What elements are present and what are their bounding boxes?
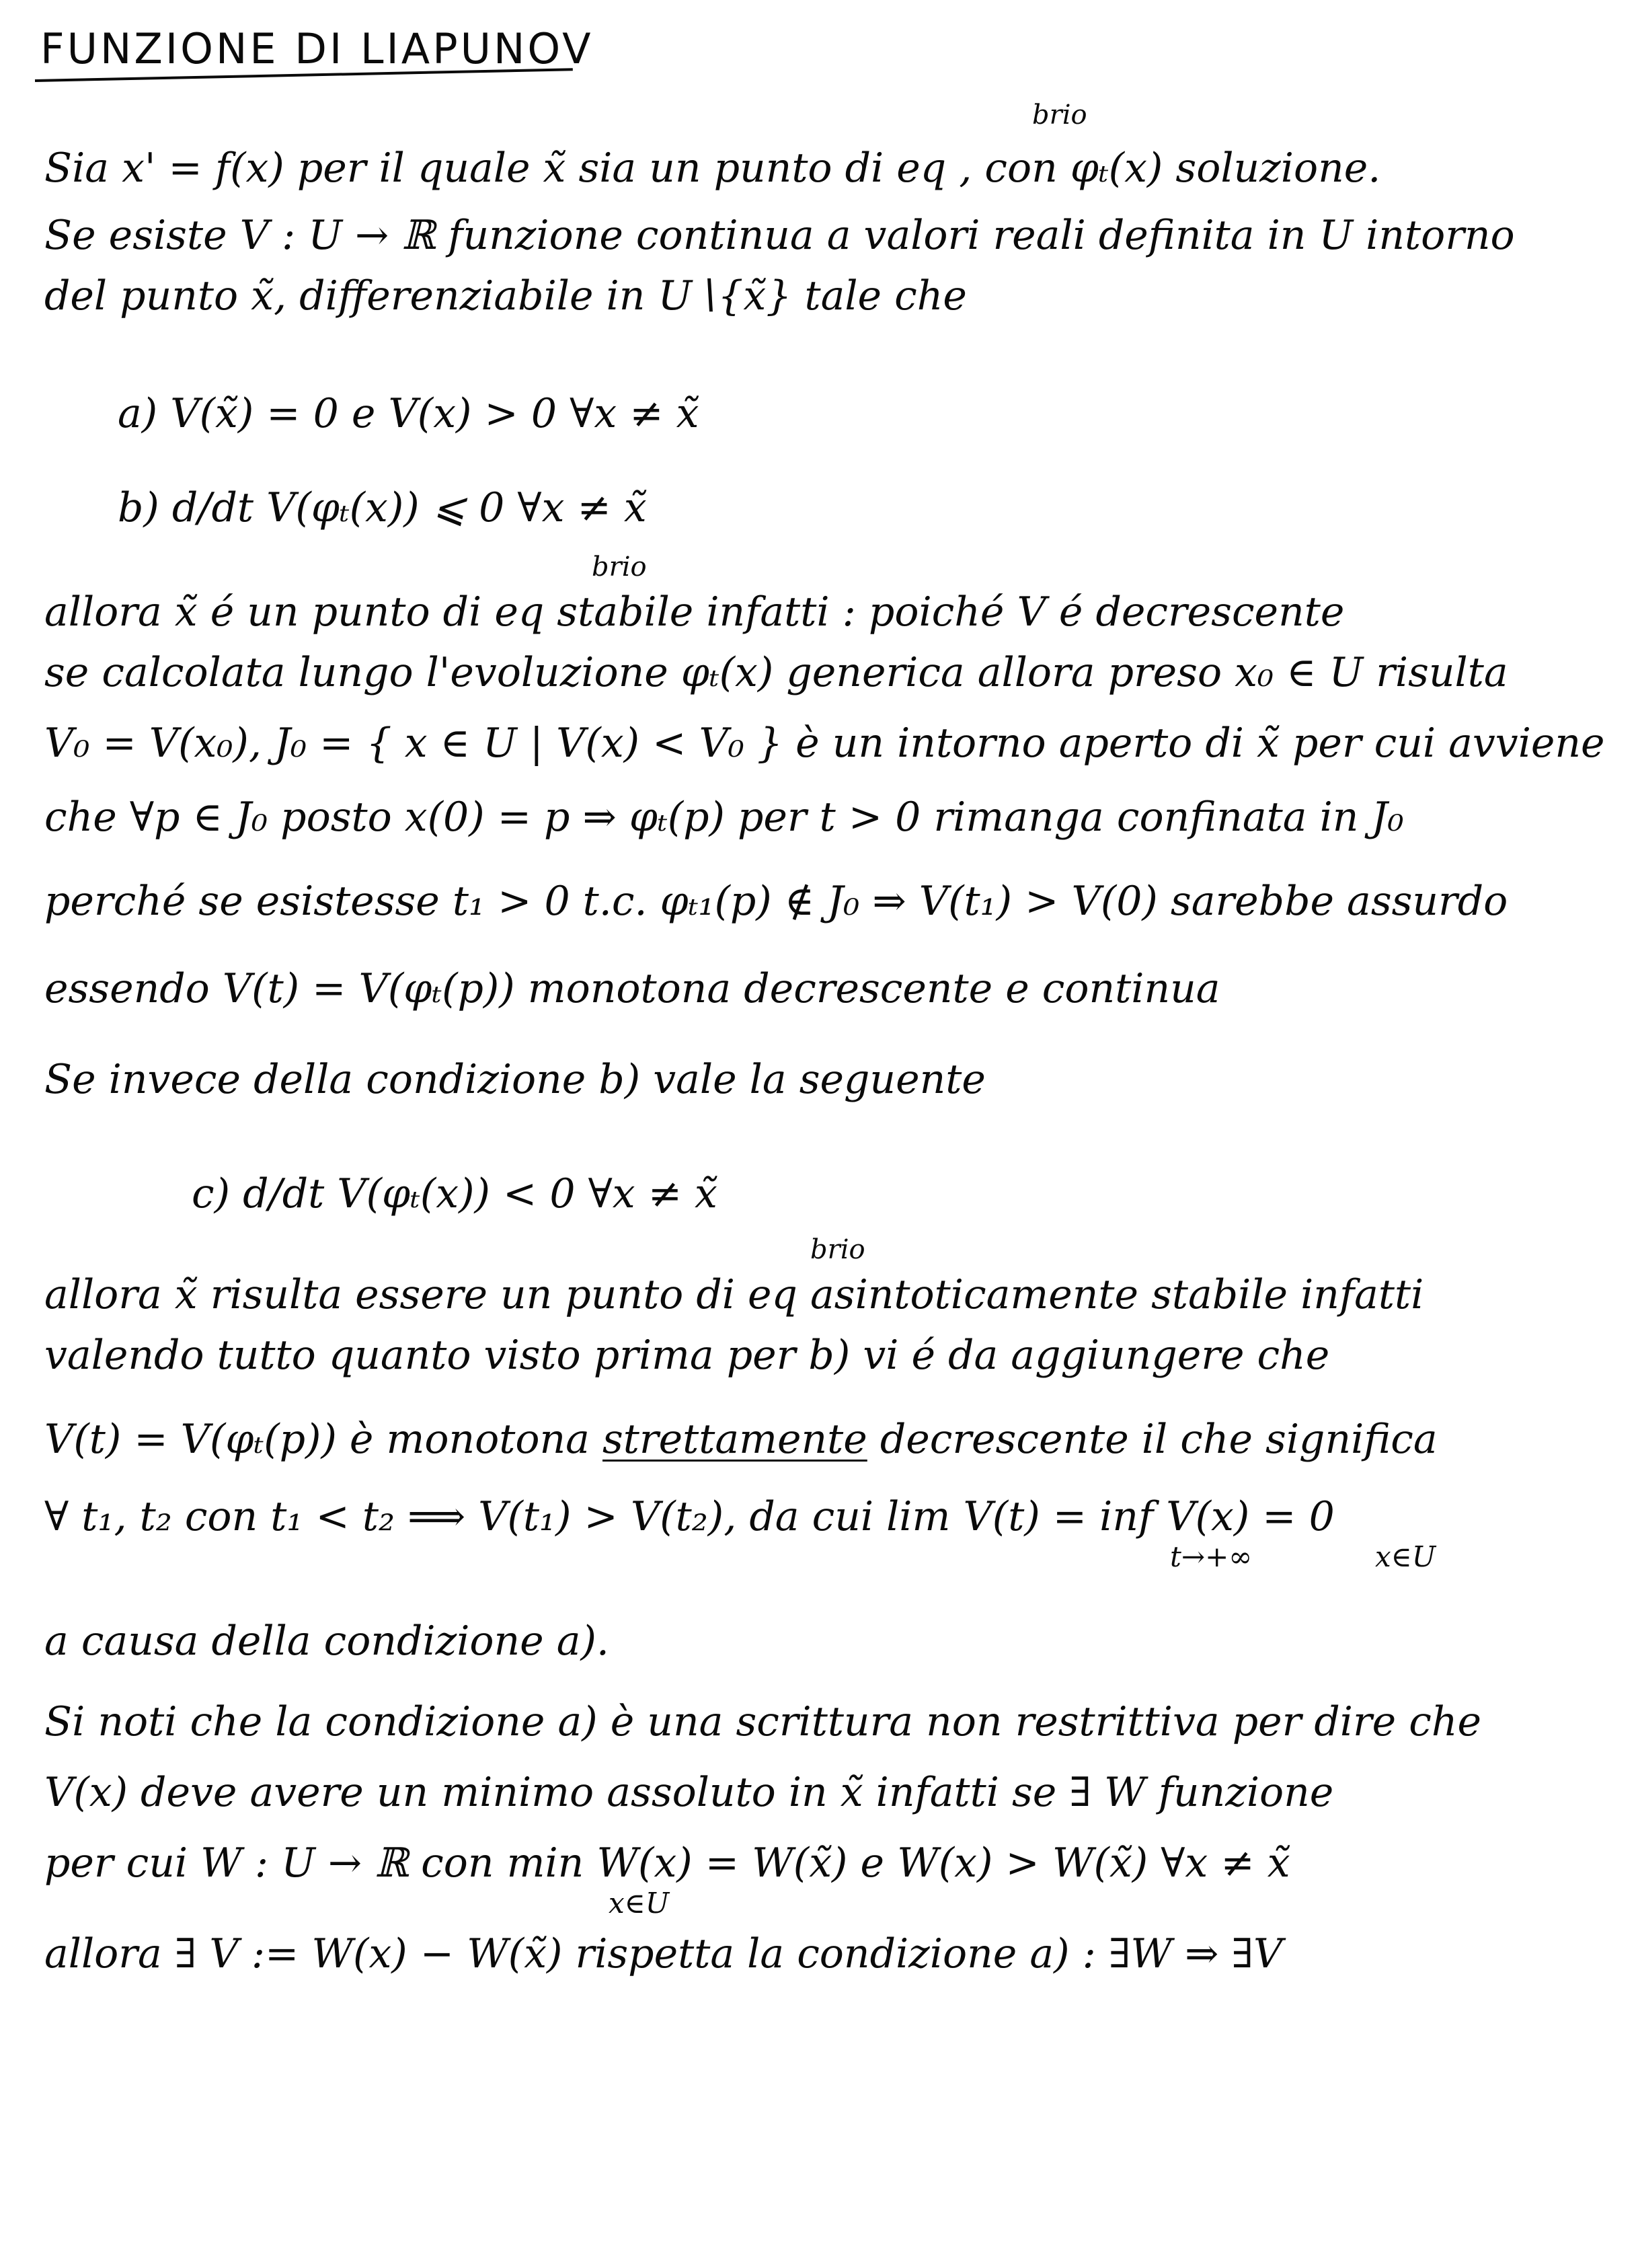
text-line-21: per cui W : U → ℝ con min W(x) = W(x̃) e W(x) > W(x̃) ∀x ≠ x̃ [44,1840,1290,1887]
text-line-7: se calcolata lungo l'evoluzione φₜ(x) generica allora preso x₀ ∈ U risulta [44,649,1508,696]
underlined-word-strettamente: strettamente [602,1416,867,1463]
superscript-brio-2: brio [592,552,647,582]
inf-subscript: x∈U [1375,1540,1436,1573]
limit-subscript: t→+∞ [1170,1540,1253,1573]
min-subscript: x∈U [609,1887,670,1920]
text-line-2: Se esiste V : U → ℝ funzione continua a valori reali definita in U intorno [44,212,1515,259]
text-line-22: allora ∃ V := W(x) − W(x̃) rispetta la condizione a) : ∃W ⇒ ∃V [44,1930,1283,1977]
condition-a: a) V(x̃) = 0 e V(x) > 0 ∀x ≠ x̃ [118,390,699,437]
page-title: FUNZIONE DI LIAPUNOV [40,24,594,73]
text-line-12: Se invece della condizione b) vale la seguente [44,1056,986,1103]
text-line-14: allora x̃ risulta essere un punto di eq asintoticamente stabile infatti [44,1271,1424,1318]
text-line-20: V(x) deve avere un minimo assoluto in x̃ infatti se ∃ W funzione [44,1769,1334,1816]
text-line-10: perché se esistesse t₁ > 0 t.c. φₜ₁(p) ∉ J₀ ⇒ V(t₁) > V(0) sarebbe assurdo [44,878,1508,925]
text-line-8: V₀ = V(x₀), J₀ = { x ∈ U | V(x) < V₀ } è un intorno aperto di x̃ per cui avviene [44,720,1605,767]
text-line-3: del punto x̃, differenziabile in U∖{x̃} tale che [44,272,967,319]
superscript-brio-3: brio [810,1234,865,1265]
condition-b: b) d/dt V(φₜ(x)) ⩽ 0 ∀x ≠ x̃ [118,484,647,531]
text-line-16 [44,1416,1438,1463]
text-line-11: essendo V(t) = V(φₜ(p)) monotona decrescente e continua [44,965,1220,1012]
text-line-19: Si noti che la condizione a) è una scrittura non restrittiva per dire che [44,1698,1481,1745]
text-line-16-start: V(t) = V(φₜ(p)) è monotona [44,1416,603,1463]
text-line-1: Sia x' = f(x) per il quale x̃ sia un punto di eq , con φₜ(x) soluzione. [44,145,1381,192]
text-line-16-end: decrescente il che significa [867,1416,1438,1463]
text-line-18: a causa della condizione a). [44,1618,609,1665]
text-line-6: allora x̃ é un punto di eq stabile infatti : poiché V é decrescente [44,589,1345,636]
text-line-15: valendo tutto quanto visto prima per b) vi é da aggiungere che [44,1332,1330,1379]
superscript-brio-1: brio [1032,100,1087,130]
condition-c: c) d/dt V(φₜ(x)) < 0 ∀x ≠ x̃ [192,1170,717,1217]
text-line-17: ∀ t₁, t₂ con t₁ < t₂ ⟹ V(t₁) > V(t₂), da cui lim V(t) = inf V(x) = 0 [44,1493,1335,1540]
text-line-9: che ∀p ∈ J₀ posto x(0) = p ⇒ φₜ(p) per t > 0 rimanga confinata in J₀ [44,794,1404,841]
